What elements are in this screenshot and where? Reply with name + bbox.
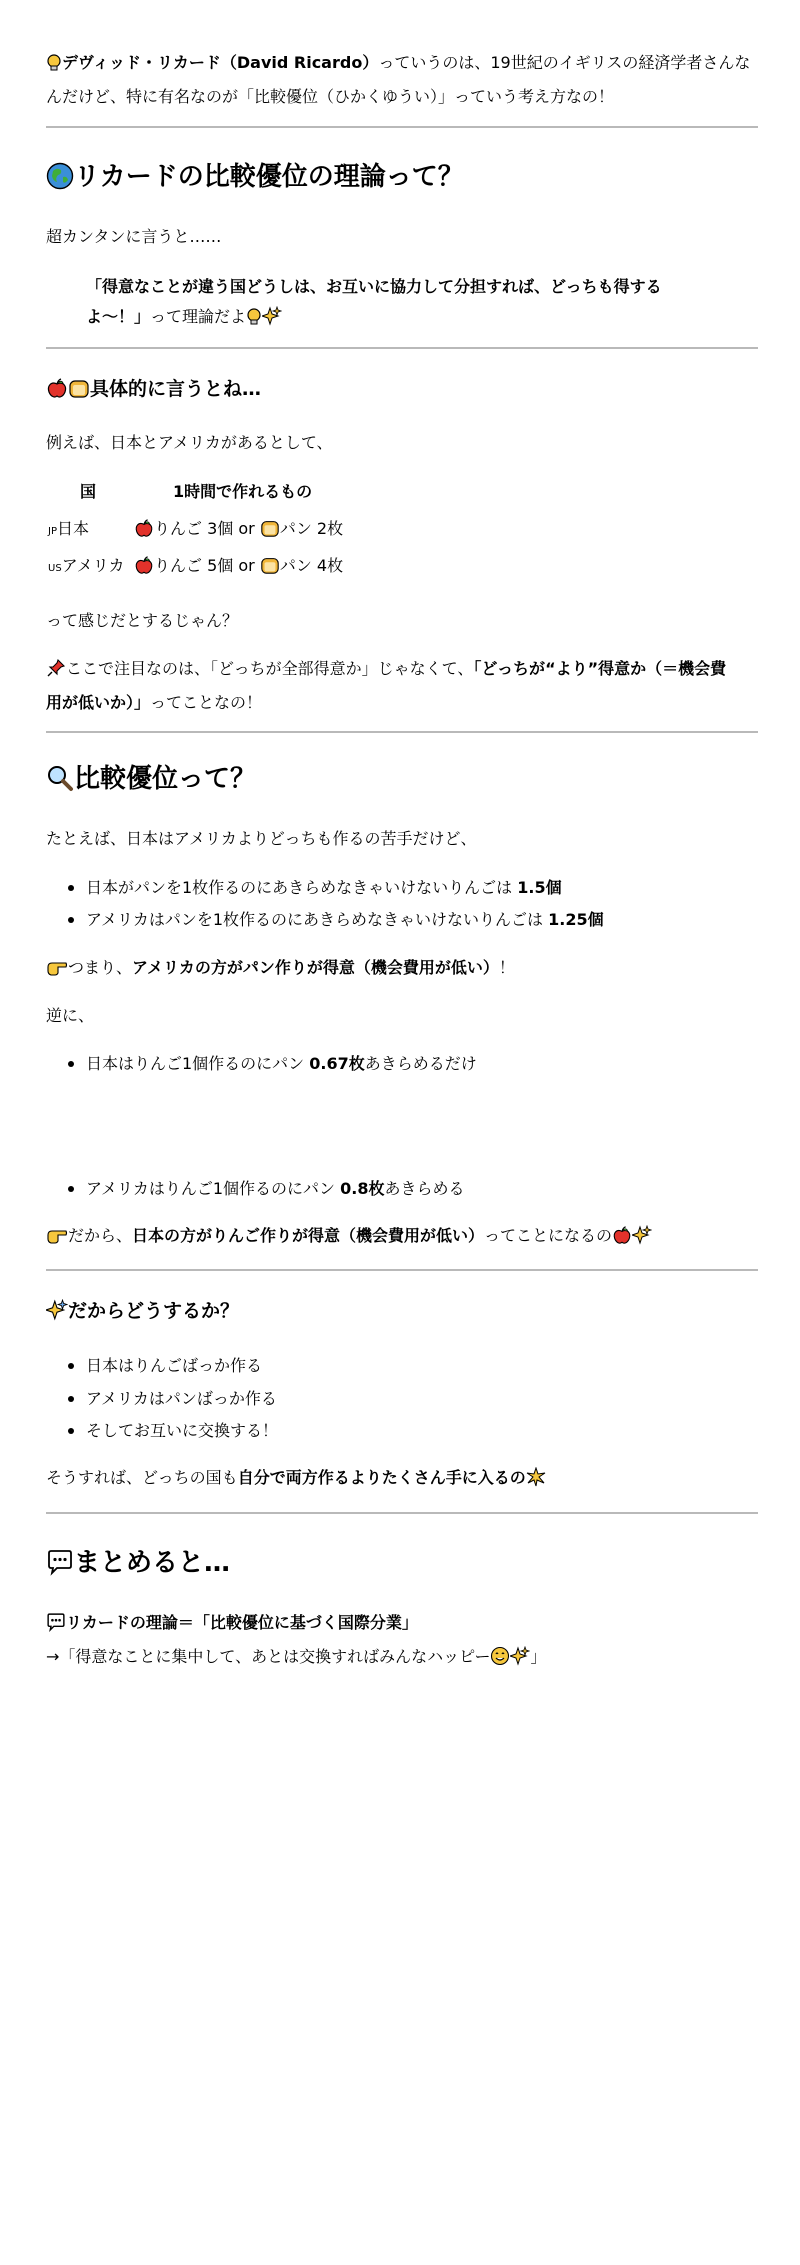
apple-icon	[134, 518, 154, 546]
section-heading-comparative	[46, 762, 256, 801]
point-text: ！	[498, 958, 515, 977]
bread-icon	[260, 518, 280, 546]
us-flag-icon: US	[48, 563, 62, 574]
bullet-dot	[68, 1396, 74, 1402]
or-text: or	[238, 519, 255, 538]
list-item-text: 日本はりんご1個作るのにパン	[86, 1054, 305, 1073]
note-bold: 「どっちが	[473, 659, 546, 678]
note-bold: “より”	[545, 659, 599, 678]
quote-line-1: 「得意なことが違う国どうしは、お互いに協力して分担すれば、どっちも得する	[86, 277, 662, 296]
intro-text-2: んだけど、特に有名なのが「比較優位（ひかくゆうい）」っていう考え方なの！	[46, 87, 615, 106]
conversely-text: 逆に、	[46, 1006, 95, 1025]
apple-amount: りんご 5個	[154, 556, 234, 575]
divider	[46, 1269, 758, 1271]
pushpin-icon	[46, 658, 66, 688]
section-heading-what-to-do	[46, 1297, 239, 1329]
smiling-face-icon	[490, 1646, 510, 1676]
theory-quote	[86, 272, 662, 336]
note-bold: 得意か（＝機会費	[598, 659, 727, 678]
or-text: or	[238, 556, 255, 575]
bullet-dot	[68, 885, 74, 891]
divider	[46, 126, 758, 128]
section3-lead: たとえば、日本はアメリカよりどっちも作るの苦手だけど、	[46, 829, 477, 848]
summary	[46, 1608, 546, 1676]
table-header-production: 1時間で作れるもの	[173, 482, 313, 501]
sparkles-icon	[510, 1646, 530, 1676]
point-text: だから、	[68, 1226, 133, 1245]
magnifier-icon	[46, 764, 74, 801]
list-item-text: 日本がパンを1枚作るのにあきらめなきゃいけないりんごは	[86, 878, 513, 897]
sparkles-icon	[262, 306, 282, 336]
section2-after: って感じだとするじゃん？	[46, 611, 239, 630]
summary-bold: リカードの理論＝「比較優位に基づく国際分業」	[66, 1613, 418, 1632]
list-item: 日本はりんごばっか作る	[86, 1356, 263, 1375]
focus-note	[46, 654, 758, 718]
bullet-dot	[68, 1428, 74, 1434]
list-item-text: あきらめるだけ	[364, 1054, 477, 1073]
heading-text: リカードの比較優位の理論って？	[74, 162, 464, 192]
heading-text: 具体的に言うとね…	[90, 378, 262, 400]
point-text: つまり、	[68, 958, 133, 977]
conclusion-text: そうすれば、どっちの国も	[46, 1468, 238, 1487]
summary-text: 」	[530, 1647, 547, 1666]
list-item-text: あきらめる	[384, 1179, 465, 1198]
list-item: そしてお互いに交換する！	[86, 1421, 279, 1440]
list-item	[86, 1051, 477, 1077]
point-text: ってことになるの	[484, 1226, 613, 1245]
apple-icon	[134, 555, 154, 583]
section2-lead: 例えば、日本とアメリカがあるとして、	[46, 433, 333, 452]
section1-lead: 超カンタンに言うと……	[46, 227, 222, 246]
list-item-text: アメリカはパンを1枚作るのにあきらめなきゃいけないりんごは	[86, 910, 544, 929]
speech-bubble-icon	[46, 1612, 66, 1642]
intro-paragraph	[46, 48, 758, 112]
note-bold: 用が低いか）」	[46, 693, 151, 712]
heading-text: だからどうするか？	[68, 1300, 240, 1322]
note-text: ここで注目なのは、「どっちが全部得意か」じゃなくて、	[66, 659, 474, 678]
conclusion	[46, 1465, 546, 1495]
quote-line-2: よ〜！」	[86, 307, 151, 326]
bread-amount: パン 2枚	[279, 519, 344, 538]
section-heading-summary	[46, 1546, 230, 1585]
intro-text-1: っていうのは、19世紀のイギリスの経済学者さんな	[378, 53, 751, 72]
list-item-text: アメリカはりんご1個作るのにパン	[86, 1179, 336, 1198]
list-item	[86, 1176, 465, 1202]
table-cell-production	[134, 553, 343, 583]
bullet-dot	[68, 1186, 74, 1192]
sparkles-icon	[46, 1299, 68, 1329]
apple-icon	[612, 1225, 632, 1253]
list-item	[86, 907, 604, 933]
pointing-hand-icon	[46, 959, 68, 985]
heading-text: 比較優位って？	[74, 764, 257, 794]
pointing-hand-icon	[46, 1227, 68, 1253]
table-row	[48, 516, 89, 545]
bullet-dot	[68, 1061, 74, 1067]
list-item-value: 1.5個	[517, 878, 562, 897]
list-item: アメリカはパンばっか作る	[86, 1389, 277, 1408]
country-name: 日本	[56, 519, 89, 538]
bread-icon	[68, 377, 90, 407]
sparkles-icon	[632, 1225, 652, 1253]
list-item-value: 1.25個	[548, 910, 604, 929]
divider	[46, 1512, 758, 1514]
list-item	[86, 875, 562, 901]
point-japan	[46, 1223, 652, 1253]
table-cell-production	[134, 516, 343, 546]
globe-icon	[46, 162, 74, 199]
table-header-country: 国	[80, 482, 97, 501]
point-bold: 日本の方がりんご作りが得意（機会費用が低い）	[132, 1226, 485, 1245]
conclusion-bold: 自分で両方作るよりたくさん手に入るの	[237, 1468, 526, 1487]
summary-text: →「得意なことに集中して、あとは交換すればみんなハッピー	[46, 1647, 491, 1666]
intro-lead: デヴィッド・リカード（David Ricardo）	[62, 53, 379, 72]
apple-icon	[46, 377, 68, 407]
bread-icon	[260, 555, 280, 583]
sparkle-burst-icon	[526, 1467, 546, 1495]
apple-amount: りんご 3個	[154, 519, 234, 538]
note-text: ってことなの！	[150, 693, 263, 712]
quote-line-2-rest: って理論だよ	[150, 307, 247, 326]
section-heading-example	[46, 375, 261, 407]
point-bold: アメリカの方がパン作りが得意（機会費用が低い）	[132, 958, 499, 977]
divider	[46, 347, 758, 349]
table-row	[48, 553, 125, 582]
bullet-dot	[68, 1363, 74, 1369]
lightbulb-icon	[46, 52, 62, 82]
heading-text: まとめると…	[74, 1548, 231, 1578]
jp-flag-icon: JP	[48, 526, 57, 537]
list-item-value: 0.67枚	[309, 1054, 365, 1073]
bread-amount: パン 4枚	[279, 556, 344, 575]
lightbulb-icon	[246, 306, 262, 336]
divider	[46, 731, 758, 733]
speech-bubble-icon	[46, 1548, 74, 1585]
point-america	[46, 955, 515, 985]
list-item-value: 0.8枚	[340, 1179, 385, 1198]
bullet-dot	[68, 917, 74, 923]
section-heading-theory	[46, 160, 464, 199]
country-name: アメリカ	[61, 556, 125, 575]
